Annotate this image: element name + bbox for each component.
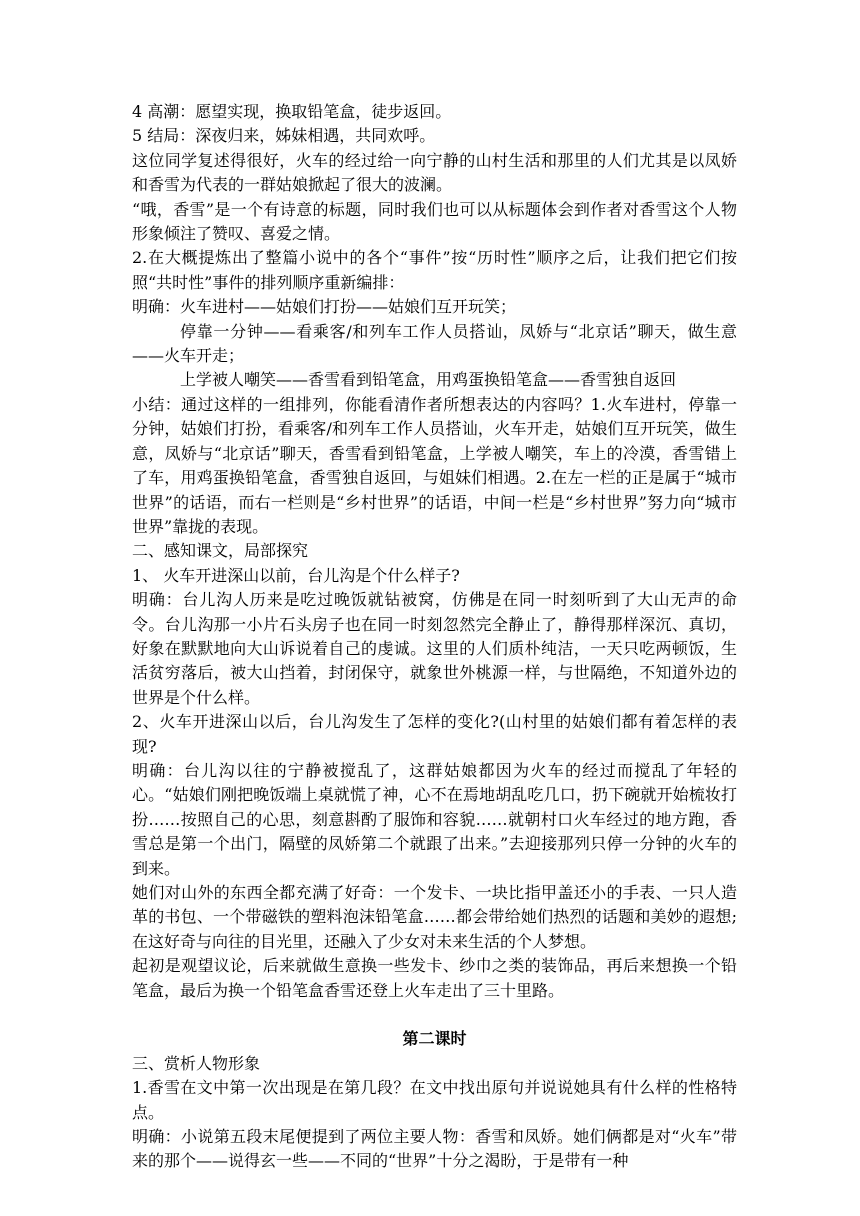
section-heading: 第二课时 [402, 1029, 467, 1049]
document-page [132, 100, 737, 1174]
answer-after-train: 明确：台儿沟以往的宁静被搅乱了，这群姑娘都因为火车的经过而搅乱了年轻的心。“姑娘们刚把晚饭端上桌就慌了神，心不在焉地胡乱吃几口，扔下碗就开始梳妆打扮……按照自己的心思，刻意斟酌了服饰和容貌……就朝村口火车经过的地方跑，香雪总是第一个出门，隔壁的凤娇第二个就跟了出来。”去迎接那列只停一分钟的火车的到来。 [132, 760, 737, 878]
paragraph-summary: 小结：通过这样的一组排列，你能看清作者所想表达的内容吗？1.火车进村，停靠一分钟，姑娘们打扮，看乘客/和列车工作人员搭讪，火车开走，姑娘们互开玩笑，做生意，凤娇与“北京话”聊天，香雪看到铅笔盒，上学被人嘲笑，车上的冷漠，香雪错上了车，用鸡蛋换铅笔盒，香雪独自返回，与姐妹们相遇。2.在左一栏的正是属于“城市世界”的话语，而右一栏则是“乡村世界”的话语，中间一栏是“乡村世界”努力向“城市世界”靠拢的表现。 [132, 394, 737, 536]
question-after-train: 2、火车开进深山以后，台儿沟发生了怎样的变化?(山村里的姑娘们都有着怎样的表现? [132, 712, 737, 756]
question-xiangxue: 1.香雪在文中第一次出现是在第几段？在文中找出原句并说说她具有什么样的性格特点。 [132, 1078, 737, 1122]
paragraph-retelling-comment: 这位同学复述得很好，火车的经过给一向宁静的山村生活和那里的人们尤其是以凤娇和香雪为代表的一群姑娘掀起了很大的波澜。 [132, 150, 737, 195]
section-2-title: 二、感知课文，局部探究 [132, 541, 309, 561]
answer-xiangxue: 明确：小说第五段末尾便提到了两位主要人物：香雪和凤娇。她们俩都是对“火车”带来的那个——说得玄一些——不同的“世界”十分之渴盼，于是带有一种 [132, 1127, 737, 1171]
question-before-train: 1、 火车开进深山以前，台儿沟是个什么样子? [132, 565, 460, 585]
paragraph-answer-line-1: 明确：火车进村——姑娘们打扮——姑娘们互开玩笑； [132, 297, 517, 317]
paragraph-climax: 4 高潮：愿望实现，换取铅笔盒，徒步返回。 [132, 102, 452, 121]
paragraph-answer-line-2: 停靠一分钟——看乘客/和列车工作人员搭讪，凤娇与“北京话”聊天，做生意——火车开走； [132, 321, 737, 366]
blank-line [132, 1003, 737, 1027]
paragraph-title-comment: “哦，香雪”是一个有诗意的标题，同时我们也可以从标题体会到作者对香雪这个人物形象倾注了赞叹、喜爱之情。 [132, 199, 737, 244]
answer-before-train: 明确：台儿沟人历来是吃过晚饭就钻被窝，仿佛是在同一时刻听到了大山无声的命令。台儿沟那一小片石头房子也在同一时刻忽然完全静止了，静得那样深沉、真切，好象在默默地向大山诉说着自己的虔诚。这里的人们质朴纯洁，一天只吃两顿饭，生活贫穷落后，被大山挡着，封闭保守，就象世外桃源一样，与世隔绝，不知道外边的世界是个什么样。 [132, 590, 737, 707]
paragraph-question-2: 2.在大概提炼出了整篇小说中的各个“事件”按“历时性”顺序之后，让我们把它们按照“共时性”事件的排列顺序重新编排： [132, 248, 737, 292]
paragraph-curiosity: 她们对山外的东西全都充满了好奇：一个发卡、一块比指甲盖还小的手表、一只人造革的书包、一个带磁铁的塑料泡沫铅笔盒……都会带给她们热烈的话题和美妙的遐想;在这好奇与向往的目光里，还融入了少女对未来生活的个人梦想。 [132, 883, 737, 951]
paragraph-ending: 5 结局：深夜归来，姊妹相遇，共同欢呼。 [132, 126, 436, 146]
section-3-title: 三、赏析人物形象 [132, 1053, 261, 1073]
paragraph-answer-line-3: 上学被人嘲笑——香雪看到铅笔盒，用鸡蛋换铅笔盒——香雪独自返回 [180, 370, 677, 390]
paragraph-progression: 起初是观望议论，后来就做生意换一些发卡、纱巾之类的装饰品，再后来想换一个铅笔盒，最后为换一个铅笔盒香雪还登上火车走出了三十里路。 [132, 956, 737, 1000]
